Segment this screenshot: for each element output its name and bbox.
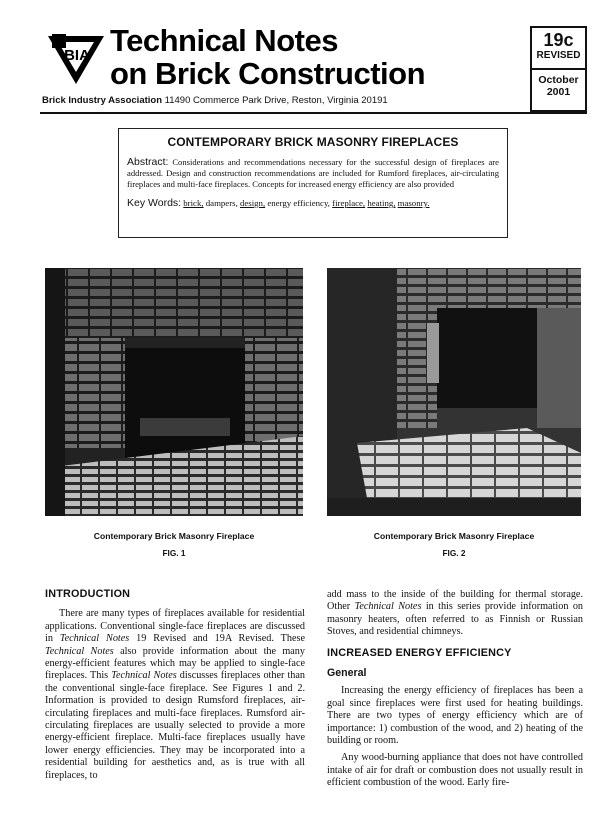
general-subheading: General (327, 667, 367, 680)
fireplace-photo-1 (45, 268, 303, 516)
keyword-dampers: dampers, (205, 198, 238, 208)
association-name: Brick Industry Association (42, 95, 163, 106)
header-rule (40, 112, 587, 114)
figure-1-title: Contemporary Brick Masonry Fireplace (93, 531, 255, 541)
abstract-text (127, 157, 499, 190)
figure-2-caption (327, 531, 581, 558)
issue-month: October (538, 74, 579, 86)
column-left (45, 588, 305, 782)
association-line (42, 95, 388, 106)
box-divider (532, 68, 585, 70)
keyword-heating: heating, (367, 198, 396, 208)
issue-date (532, 74, 585, 98)
intro-text-c: also provide information about the many energy-efficient features which may be applied to single-face fireplaces. This (45, 645, 305, 682)
issue-number: 19c (543, 30, 574, 50)
introduction-paragraph (45, 608, 305, 782)
intro-italic-1: Technical Notes (59, 633, 130, 645)
figure-2-photo (327, 268, 581, 516)
abstract-label: Abstract: (127, 156, 169, 168)
abstract-box (118, 128, 508, 238)
cont-text-a: add mass to the inside of the building for thermal storage. Other (327, 589, 583, 613)
intro-italic-3: Technical Notes (111, 670, 177, 682)
figure-2-title: Contemporary Brick Masonry Fireplace (373, 531, 535, 541)
keywords-label: Key Words: (127, 197, 182, 209)
introduction-heading: INTRODUCTION (45, 588, 131, 600)
intro-text-d: discusses fireplaces other than the conventional single-face fireplace. See Figures 1 and 2. Information is provided to design Rumsford fireplaces, air-circulating fireplaces and multi-face fireplaces. Rumsford air-circulating fireplaces are usually selected to provide a more energy-efficient fireplace. Multi-face fireplaces usually have lower energy efficiencies. They may be incorporated into a residential building for aesthetics and, as is true with all fireplaces, to (45, 670, 305, 781)
cont-italic: Technical Notes (354, 601, 422, 613)
keywords (127, 197, 499, 209)
series-title (110, 24, 530, 90)
energy-efficiency-heading: INCREASED ENERGY EFFICIENCY (327, 646, 512, 659)
intro-text-a: There are many types of fireplaces available for residential applications. Conventional single-face fireplaces are discussed in (45, 608, 305, 645)
keyword-masonry: masonry. (397, 198, 430, 208)
energy-paragraph-2: Any wood-burning appliance that does not have controlled intake of air for draft or combustion does not usually result in efficient combustion of the wood. Early fire- (327, 752, 583, 789)
intro-text-b: 19 Revised and 19A Revised. These (129, 633, 305, 645)
continued-paragraph (327, 589, 583, 639)
figure-1-photo (45, 268, 303, 516)
cont-text-b: in this series provide information on masonry heaters, often referred to as Finnish or Russian Stoves, and residential chimneys. (327, 601, 584, 638)
keyword-brick: brick, (183, 198, 204, 208)
issue-number-box (530, 26, 587, 112)
revised-label: REVISED (536, 50, 581, 61)
energy-paragraph-1: Increasing the energy efficiency of fireplaces has been a goal since fireplaces were first used for heating buildings. There are two types of energy efficiency which are of importance: 1) combustion of the wood, and 2) heating of the building or room. (327, 685, 583, 747)
logo-text: BIA (64, 47, 90, 64)
bia-logo (46, 30, 106, 86)
figure-2-label: FIG. 2 (442, 548, 466, 558)
issue-year: 2001 (546, 86, 571, 98)
figure-1-label: FIG. 1 (162, 548, 186, 558)
figure-1-caption (45, 531, 303, 558)
title-line-2: on Brick Construction (110, 56, 426, 91)
intro-italic-2: Technical Notes (45, 645, 114, 657)
abstract-body: Considerations and recommendations necessary for the successful design of fireplaces are addressed. Design and construction recommendations are included for Rumford fireplaces, air-circulating fireplaces and multi-face fireplaces. Concepts for increased energy efficiency are also provided (127, 157, 499, 189)
title-line-1: Technical Notes (110, 23, 338, 58)
document-title: CONTEMPORARY BRICK MASONRY FIREPLACES (167, 135, 459, 149)
fireplace-photo-2 (327, 268, 581, 516)
document-header (40, 20, 587, 115)
keyword-design: design, (239, 198, 266, 208)
column-right (327, 589, 583, 790)
keyword-fireplace: fireplace, (332, 198, 366, 208)
keyword-energy-efficiency: energy efficiency, (267, 198, 330, 208)
association-address: 11490 Commerce Park Drive, Reston, Virginia 20191 (164, 95, 388, 106)
